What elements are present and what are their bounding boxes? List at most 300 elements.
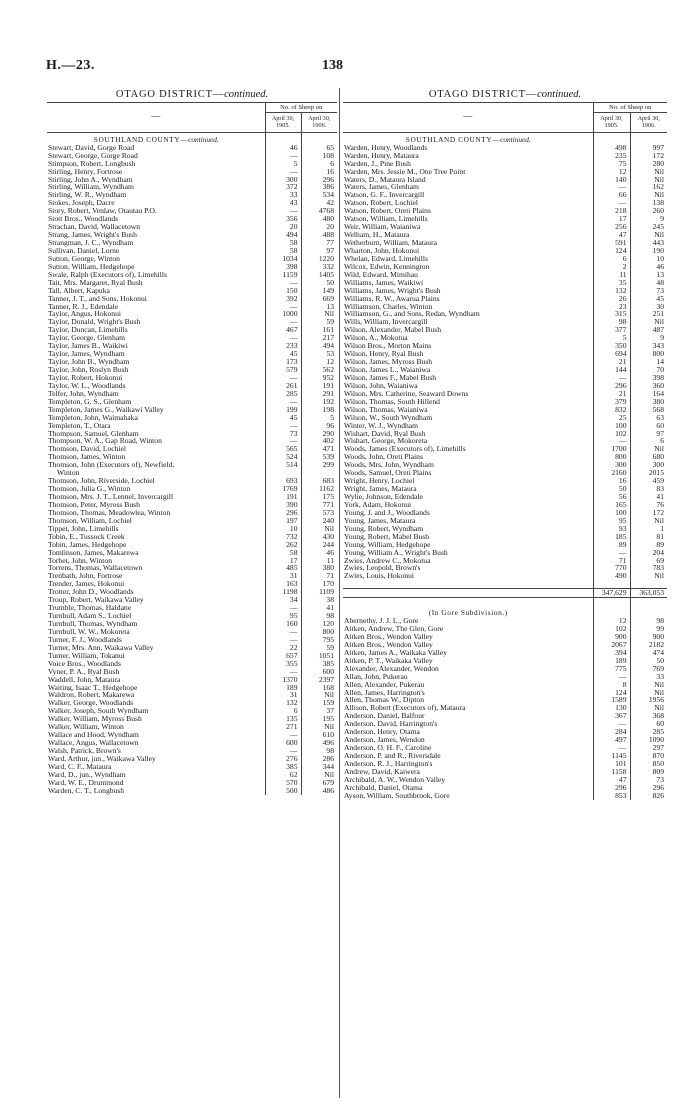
sheep-count-1906: 41 xyxy=(301,604,337,612)
sheep-count-1905: 199 xyxy=(265,406,301,414)
owner-name: Wilson, Mrs. Catherine, Seaward Downs xyxy=(344,389,469,398)
sheep-count-1905: 189 xyxy=(265,684,301,692)
table-row xyxy=(343,641,667,649)
sheep-count-1905: 185 xyxy=(593,533,630,541)
sheep-count-1905: 497 xyxy=(593,736,630,744)
table-row xyxy=(343,303,667,311)
table-row xyxy=(343,326,667,334)
sheep-count-1906: 16 xyxy=(301,168,337,176)
owner-name: Turnbull, Adam S., Lochiel xyxy=(48,612,132,620)
owner-name: Watson, William, Limehills xyxy=(344,215,428,224)
left-section-heading-row xyxy=(47,132,337,143)
sheep-count-1906: 13 xyxy=(630,271,667,279)
sheep-count-1906: 870 xyxy=(630,752,667,760)
sheep-count-1906: Nil xyxy=(630,517,667,525)
sheep-count-1905: — xyxy=(265,303,301,311)
sheep-count-1905: 165 xyxy=(593,501,630,509)
sheep-count-1905: 900 xyxy=(593,633,630,641)
table-row xyxy=(47,525,337,533)
table-row xyxy=(343,625,667,633)
left-district-title xyxy=(47,88,337,102)
owner-name: Ayson, William, Southbrook, Gore xyxy=(344,791,450,800)
sheep-count-1905: — xyxy=(265,668,301,676)
owner-name: Taylor, John, Roslyn Bush xyxy=(48,366,129,374)
sheep-count-1905: 102 xyxy=(593,625,630,633)
owner-name: Williams, James, Waikiwi xyxy=(344,278,424,287)
table-row xyxy=(47,509,337,517)
table-row xyxy=(47,199,337,207)
table-row xyxy=(47,779,337,787)
owner-name: Walker, Joseph, South Wyndham xyxy=(48,707,149,716)
sheep-count-1905: 284 xyxy=(593,728,630,736)
owner-name: Templeton, T., Otara xyxy=(48,421,111,430)
sheep-count-1905: — xyxy=(265,731,301,739)
sheep-count-1905: 485 xyxy=(265,564,301,572)
table-row xyxy=(47,310,337,318)
sheep-count-1906: 97 xyxy=(301,247,337,255)
owner-name: Strachan, David, Wallacetown xyxy=(48,223,141,232)
sheep-count-1906: 1 xyxy=(630,525,667,533)
table-row xyxy=(47,691,337,699)
sheep-count-1906: 534 xyxy=(301,191,337,199)
table-row xyxy=(47,731,337,739)
sheep-count-1905: 98 xyxy=(593,318,630,326)
sheep-count-1905: 47 xyxy=(593,776,630,784)
sheep-count-1905: 33 xyxy=(265,191,301,199)
owner-name: Wilson, Thomas, South Hillend xyxy=(344,397,440,406)
owner-name: Wharton, John, Hokonui xyxy=(344,246,420,255)
sheep-count-1906: 50 xyxy=(301,279,337,287)
table-row xyxy=(47,604,337,612)
sheep-count-1905: 570 xyxy=(265,779,301,787)
sheep-count-1905: 356 xyxy=(265,215,301,223)
sheep-count-1905: 95 xyxy=(265,612,301,620)
sheep-count-1906: 1109 xyxy=(301,588,337,596)
sheep-count-1906: 192 xyxy=(301,398,337,406)
sheep-count-1906: 195 xyxy=(301,715,337,723)
table-row xyxy=(343,681,667,689)
table-row xyxy=(343,760,667,768)
sheep-count-1906: 459 xyxy=(630,477,667,485)
owner-name: Zwies, Louis, Hokonui xyxy=(344,572,415,581)
table-row xyxy=(343,525,667,533)
table-row xyxy=(47,239,337,247)
owner-name: Taylor, John B., Wyndham xyxy=(48,358,130,366)
owner-name: Thomson, Thomas, Meadowlea, Winton xyxy=(48,508,171,517)
owner-name: Welham, H., Mataura xyxy=(344,231,410,239)
sheep-count-1906: 344 xyxy=(301,763,337,771)
left-owner-header: — xyxy=(47,103,265,133)
table-row xyxy=(343,422,667,430)
table-row xyxy=(343,776,667,784)
sheep-count-1906: 4768 xyxy=(301,207,337,215)
right-gap-row xyxy=(343,580,667,588)
table-row xyxy=(343,287,667,295)
sheep-count-1906: 60 xyxy=(630,720,667,728)
owner-name: Templeton, James G., Waikawi Valley xyxy=(48,405,164,414)
right-owner-header: — xyxy=(343,103,593,133)
sheep-count-1905: 50 xyxy=(593,485,630,493)
sheep-count-1905: 22 xyxy=(265,644,301,652)
table-row xyxy=(47,334,337,342)
sheep-count-1906: 12 xyxy=(301,358,337,366)
sheep-count-1905: 832 xyxy=(593,406,630,414)
sheep-count-1906: Nil xyxy=(630,168,667,176)
sheep-count-1905: 45 xyxy=(265,350,301,358)
table-row xyxy=(343,572,667,580)
owner-name: Taylor, W. L., Woodlands xyxy=(48,381,126,390)
sheep-count-1905: 5 xyxy=(265,160,301,168)
sheep-count-1906: 679 xyxy=(301,779,337,787)
sheep-count-1905: 43 xyxy=(265,199,301,207)
column-divider xyxy=(339,88,340,1098)
sheep-count-1906: 6 xyxy=(630,437,667,445)
owner-name: Strang, James, Wright's Bush xyxy=(48,231,137,239)
sheep-count-1905: 75 xyxy=(593,160,630,168)
owner-name: Turnbull, Thomas, Wyndham xyxy=(48,620,138,628)
table-row xyxy=(47,564,337,572)
table-row xyxy=(343,414,667,422)
table-row xyxy=(47,437,337,445)
right-section-blank-b xyxy=(630,132,667,143)
sheep-count-1905: 150 xyxy=(265,287,301,295)
owner-name: Anderson, James, Wendon xyxy=(344,736,425,745)
table-row xyxy=(343,720,667,728)
owner-name: Warden, J., Pine Bush xyxy=(344,159,411,168)
right-total-label xyxy=(343,589,593,598)
owner-name: Walker, William, Winton xyxy=(48,723,124,732)
sheep-count-1905: 271 xyxy=(265,723,301,731)
sheep-count-1906: 83 xyxy=(630,485,667,493)
owner-name: Taylor, Robert, Hokonui xyxy=(48,373,123,382)
sheep-count-1906: 149 xyxy=(301,287,337,295)
table-row xyxy=(47,445,337,453)
table-row xyxy=(343,564,667,572)
sheep-count-1905: 377 xyxy=(593,326,630,334)
table-row xyxy=(343,541,667,549)
sheep-count-1906: 286 xyxy=(301,755,337,763)
left-sheep-table xyxy=(47,102,337,795)
sheep-count-1905: 732 xyxy=(265,533,301,541)
table-row xyxy=(343,485,667,493)
owner-name: Tippet, John, Limehills xyxy=(48,524,119,533)
sheep-count-1905: 235 xyxy=(593,152,630,160)
table-row xyxy=(343,792,667,800)
sheep-count-1905: 379 xyxy=(593,398,630,406)
owner-name: Allison, Robert (Executors of), Mataura xyxy=(344,704,466,713)
table-row xyxy=(47,652,337,660)
sheep-count-1905: 296 xyxy=(593,382,630,390)
table-row xyxy=(47,533,337,541)
sheep-count-1906: Nil xyxy=(630,318,667,326)
sheep-count-1906: 11 xyxy=(301,557,337,565)
sheep-count-1906: 795 xyxy=(301,636,337,644)
owner-name: Walker, George, Woodlands xyxy=(48,699,134,708)
sheep-count-1905: — xyxy=(265,374,301,382)
sheep-count-1906: 5 xyxy=(301,414,337,422)
sheep-count-1905: 500 xyxy=(265,787,301,795)
table-row xyxy=(343,168,667,176)
owner-name: Stewart, George, Gorge Road xyxy=(48,151,138,160)
sheep-count-1906: 480 xyxy=(301,215,337,223)
owner-name: Weir, William, Waianiwa xyxy=(344,223,421,232)
table-row xyxy=(47,668,337,676)
table-row xyxy=(343,430,667,438)
sheep-count-1906: 46 xyxy=(630,263,667,271)
table-row xyxy=(47,390,337,398)
sheep-count-1906: 680 xyxy=(630,453,667,461)
sheep-count-1906: 488 xyxy=(301,231,337,239)
owner-name: Thompson, W. A., Gap Road, Winton xyxy=(48,437,162,446)
sheep-count-1905: — xyxy=(265,279,301,287)
sheep-count-1905: 35 xyxy=(593,279,630,287)
owner-name: Williams, James, Wright's Bush xyxy=(344,286,441,295)
owner-name: Tomlinson, James, Makarewa xyxy=(48,548,139,557)
owner-name: Wilson, Henry, Ryal Bush xyxy=(344,350,424,359)
owner-name: Stirling, John A., Wyndham xyxy=(48,175,133,184)
table-row xyxy=(47,596,337,604)
table-row xyxy=(47,176,337,184)
table-row xyxy=(343,673,667,681)
report-code: H.—23. xyxy=(46,58,95,73)
table-row xyxy=(343,398,667,406)
table-row xyxy=(47,620,337,628)
table-row xyxy=(343,215,667,223)
sheep-count-1905: 800 xyxy=(593,453,630,461)
sheep-count-1906: 9 xyxy=(630,334,667,342)
sheep-count-1906: 73 xyxy=(630,776,667,784)
sheep-count-1906: 164 xyxy=(630,390,667,398)
sheep-count-1905: 775 xyxy=(593,665,630,673)
sheep-count-1905: 1000 xyxy=(265,310,301,318)
sheep-count-1905: 693 xyxy=(265,477,301,485)
sheep-count-1905: 657 xyxy=(265,652,301,660)
sheep-count-1906: 368 xyxy=(630,712,667,720)
sheep-count-1905: 591 xyxy=(593,239,630,247)
owner-name: Anderson, P. and R., Riversdale xyxy=(344,752,441,760)
table-row xyxy=(343,255,667,263)
sheep-count-1905: 21 xyxy=(593,358,630,366)
sheep-count-1906: 573 xyxy=(301,509,337,517)
owner-name: Taylor, Donald, Wright's Bush xyxy=(48,318,141,327)
right-header-1905: April 30, 1905. xyxy=(593,113,630,133)
table-row xyxy=(47,453,337,461)
sheep-count-1906: 96 xyxy=(301,422,337,430)
sheep-count-1905: 58 xyxy=(265,549,301,557)
owner-name: Wilson, Alexander, Mabel Bush xyxy=(344,326,442,335)
table-row xyxy=(47,517,337,525)
sheep-count-1905: 73 xyxy=(265,430,301,438)
sheep-count-1905: 20 xyxy=(265,223,301,231)
sheep-count-1906: 562 xyxy=(301,366,337,374)
sheep-count-1905: 350 xyxy=(593,342,630,350)
sheep-count-1905: 12 xyxy=(593,617,630,625)
owner-name: Alexander, Alexander, Wendon xyxy=(344,664,439,673)
sheep-count-1906: 38 xyxy=(301,596,337,604)
sheep-count-1905: 600 xyxy=(265,739,301,747)
sheep-count-1905: 770 xyxy=(593,564,630,572)
right-section-heading-italic: continued. xyxy=(500,134,531,144)
table-row xyxy=(47,382,337,390)
table-row xyxy=(343,176,667,184)
table-row xyxy=(343,199,667,207)
right-section-heading-text: SOUTHLAND COUNTY— xyxy=(405,134,501,144)
table-row xyxy=(343,704,667,712)
table-row xyxy=(47,763,337,771)
sheep-count-1906: 1090 xyxy=(630,736,667,744)
sheep-count-1906: 783 xyxy=(630,564,667,572)
owner-name: Walker, William, Myross Bush xyxy=(48,715,142,724)
owner-name: Young, William, Hedgehope xyxy=(344,540,431,549)
sheep-count-1905: 262 xyxy=(265,541,301,549)
table-row xyxy=(47,263,337,271)
sheep-count-1906: 6 xyxy=(301,160,337,168)
sheep-count-1906: 73 xyxy=(630,287,667,295)
sheep-count-1906: 771 xyxy=(301,501,337,509)
sheep-count-1905: 385 xyxy=(265,763,301,771)
right-table-body-2 xyxy=(343,617,667,800)
owner-name: Stirling, William, Wyndham xyxy=(48,183,134,192)
table-row xyxy=(343,633,667,641)
table-row xyxy=(47,287,337,295)
table-row xyxy=(343,239,667,247)
sheep-count-1906: 443 xyxy=(630,239,667,247)
right-sub-blank-a xyxy=(593,606,630,617)
sheep-count-1905: 390 xyxy=(265,501,301,509)
sheep-count-1906: Nil xyxy=(630,231,667,239)
sheep-count-1906: 13 xyxy=(301,303,337,311)
sheep-count-1905: 694 xyxy=(593,350,630,358)
sheep-count-1905: 1034 xyxy=(265,255,301,263)
sheep-count-1906: 496 xyxy=(301,739,337,747)
sheep-count-1905: 58 xyxy=(265,239,301,247)
owner-name: Anderson, R. J., Harrington's xyxy=(344,759,433,768)
owner-name: Sutton, William, Hedgehope xyxy=(48,262,135,271)
sheep-count-1906: 260 xyxy=(630,207,667,215)
sheep-count-1906: 89 xyxy=(630,541,667,549)
sheep-count-1906: 45 xyxy=(630,295,667,303)
sheep-count-1906: 539 xyxy=(301,453,337,461)
sheep-count-1906: 486 xyxy=(301,787,337,795)
sheep-count-1906: 70 xyxy=(630,366,667,374)
sheep-count-1906: 669 xyxy=(301,295,337,303)
sheep-count-1905: 1159 xyxy=(265,271,301,279)
left-header-1906: April 30, 1906. xyxy=(301,113,337,133)
table-row xyxy=(47,422,337,430)
sheep-count-1906: 99 xyxy=(630,625,667,633)
sheep-count-1905: 2 xyxy=(593,263,630,271)
owner-name: Stirling, Henry, Fortrose xyxy=(48,167,123,176)
sheep-count-1905: 47 xyxy=(593,231,630,239)
sheep-count-1906: 487 xyxy=(630,326,667,334)
table-row xyxy=(47,191,337,199)
owner-name: Allen, Thomas W., Dipton xyxy=(344,696,425,705)
left-section-heading-italic: continued. xyxy=(188,134,219,144)
owner-name: Warden, Mrs. Jessie M., One Tree Point xyxy=(344,167,466,176)
sheep-count-1905: 46 xyxy=(265,144,301,152)
table-row xyxy=(343,617,667,625)
table-row xyxy=(47,787,337,795)
table-row xyxy=(47,207,337,215)
owner-name: Taylor, James B., Waikiwi xyxy=(48,342,128,351)
sheep-count-1905: 89 xyxy=(593,541,630,549)
table-row xyxy=(343,144,667,152)
right-subheading-row xyxy=(343,606,667,617)
sheep-count-1905: 579 xyxy=(265,366,301,374)
owner-name: Anderson, David, Harrington's xyxy=(344,720,438,729)
sheep-count-1905: — xyxy=(265,168,301,176)
sheep-count-1905: 95 xyxy=(593,517,630,525)
table-row xyxy=(343,263,667,271)
table-row xyxy=(47,588,337,596)
table-row xyxy=(343,374,667,382)
sheep-count-1905: 467 xyxy=(265,326,301,334)
owner-name: Stott Bros., Woodlands xyxy=(48,215,119,224)
sheep-count-1906: 402 xyxy=(301,437,337,445)
owner-name: Watson, Robert, Lochiel xyxy=(344,199,419,208)
sheep-count-1906: Nil xyxy=(630,176,667,184)
sheep-count-1906: 168 xyxy=(301,684,337,692)
table-row xyxy=(47,477,337,485)
sheep-count-1905: 34 xyxy=(265,596,301,604)
sheep-count-1905: 2160 xyxy=(593,469,630,477)
sheep-count-1905: 100 xyxy=(593,509,630,517)
sheep-count-1906: Nil xyxy=(301,723,337,731)
owner-name: Telfer, John, Wyndham xyxy=(48,389,119,398)
left-section-blank-b xyxy=(301,132,337,143)
table-row xyxy=(47,295,337,303)
left-section-blank-a xyxy=(265,132,301,143)
right-header-row-1 xyxy=(343,103,667,113)
owner-name: Sullivan, Daniel, Lorne xyxy=(48,246,120,255)
sheep-count-1906: 800 xyxy=(630,350,667,358)
owner-name: Wallace and Hood, Wyndham xyxy=(48,731,139,740)
sheep-count-1905: 1769 xyxy=(265,485,301,493)
sheep-count-1905: — xyxy=(265,152,301,160)
sheep-count-1906: 385 xyxy=(301,660,337,668)
owner-name: Waldron, Robert, Makarewa xyxy=(48,691,135,700)
sheep-count-1906: 63 xyxy=(630,414,667,422)
sheep-count-1906: 217 xyxy=(301,334,337,342)
sheep-count-1905: 12 xyxy=(593,168,630,176)
owner-name: Aitken, Andrew, The Glen, Gore xyxy=(344,625,444,633)
sheep-count-1906: 98 xyxy=(301,747,337,755)
table-row xyxy=(47,223,337,231)
sheep-count-1905: — xyxy=(265,398,301,406)
sheep-count-1905 xyxy=(265,469,301,477)
owner-name: Wallace, Angus, Wallacetown xyxy=(48,739,139,747)
right-sheep-count-header: No. of Sheep on xyxy=(593,103,667,113)
sheep-count-1905: — xyxy=(265,636,301,644)
sheep-count-1905: 100 xyxy=(593,422,630,430)
sheep-count-1906: 198 xyxy=(301,406,337,414)
table-row xyxy=(47,493,337,501)
sheep-count-1905: 135 xyxy=(265,715,301,723)
sheep-count-1906: 138 xyxy=(630,199,667,207)
table-row xyxy=(47,255,337,263)
table-row xyxy=(47,771,337,779)
owner-name: Stimpson, Robert, Longbush xyxy=(48,159,136,168)
sheep-count-1906: 14 xyxy=(630,358,667,366)
sheep-count-1906: 251 xyxy=(630,310,667,318)
sheep-count-1906: 291 xyxy=(301,390,337,398)
owner-name: Thomson, William, Lochiel xyxy=(48,516,132,525)
owner-name: Young, Robert, Mabel Bush xyxy=(344,532,430,541)
table-row xyxy=(47,580,337,588)
table-row xyxy=(343,318,667,326)
table-row xyxy=(343,310,667,318)
sheep-count-1905: — xyxy=(593,374,630,382)
